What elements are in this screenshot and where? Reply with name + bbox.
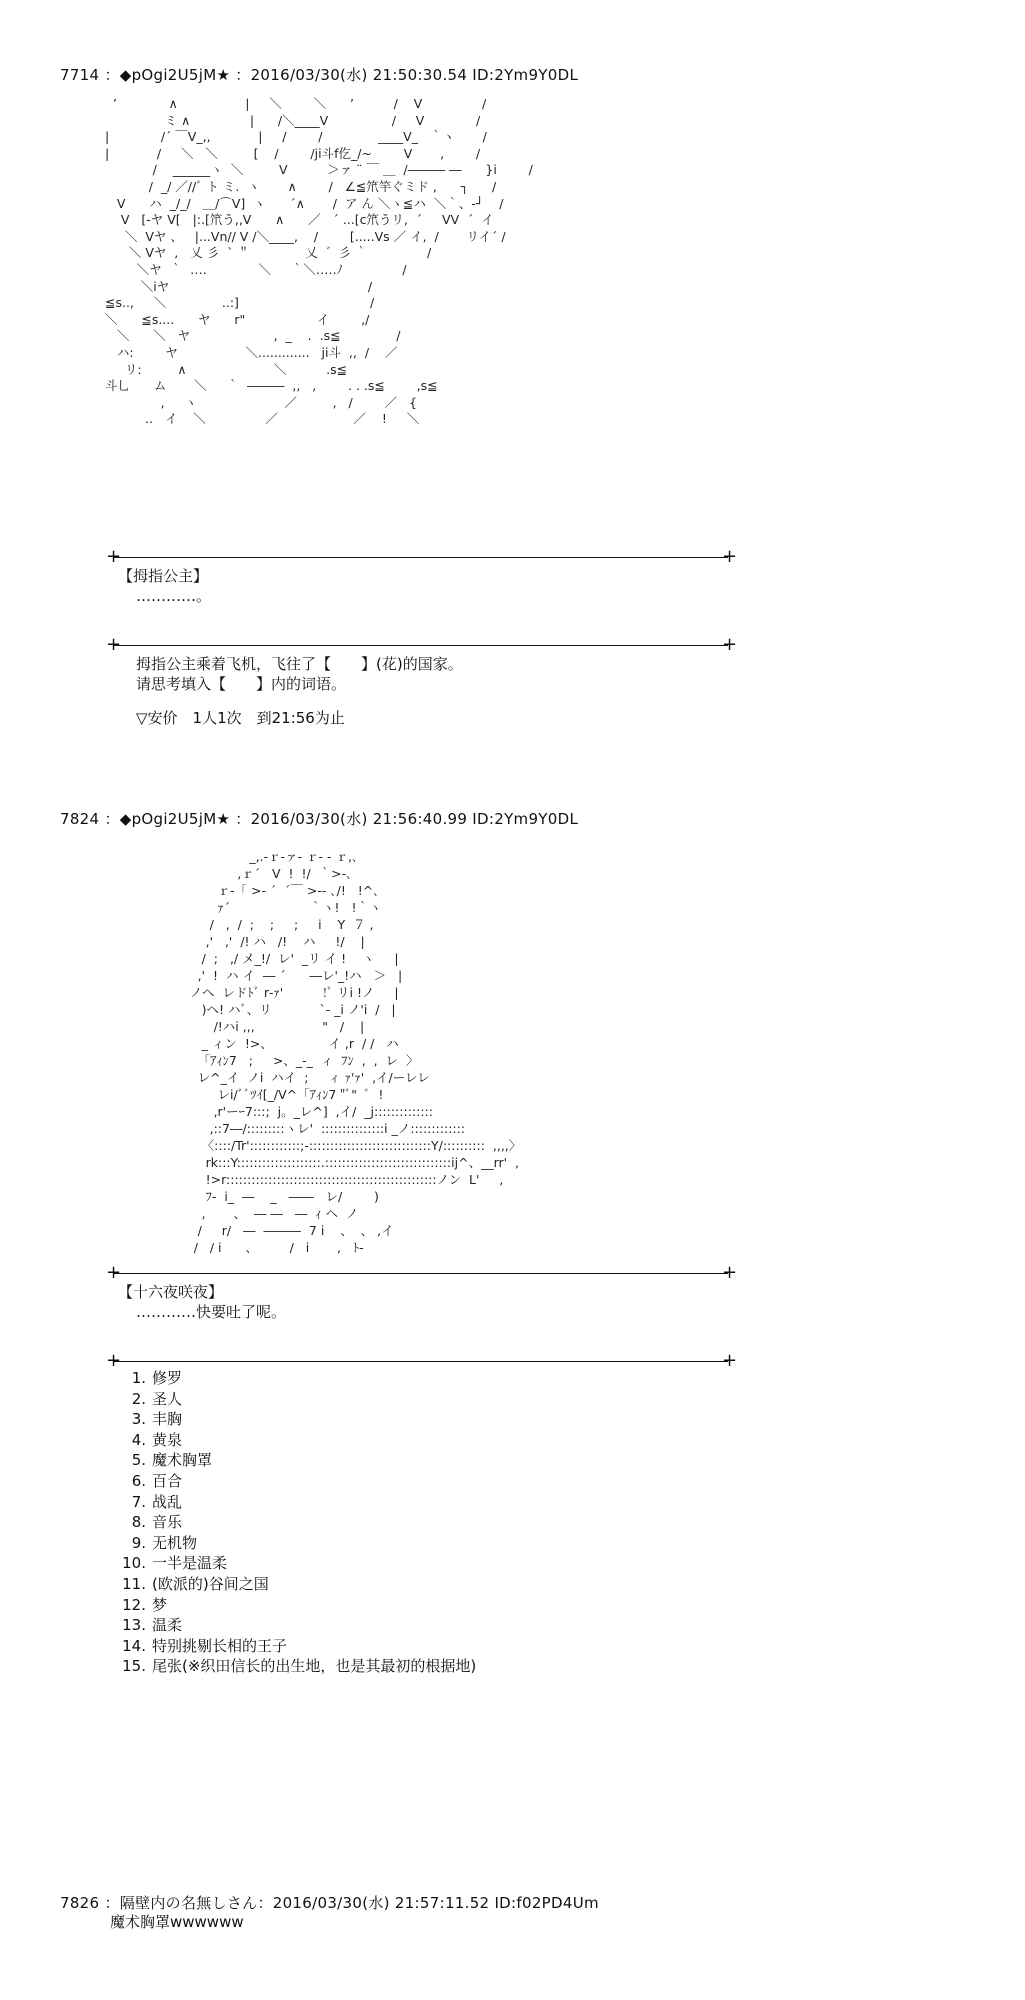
option-number: 3. — [131, 1410, 146, 1429]
option-number: 12. — [122, 1595, 146, 1614]
option-item — [112, 1512, 476, 1533]
option-label: 温柔 — [152, 1616, 183, 1635]
panel-corner-plus: + — [722, 1262, 738, 1283]
option-number: 11. — [122, 1574, 146, 1593]
option-item — [112, 1615, 476, 1636]
dialogue-thumbelina — [118, 566, 211, 606]
question-line: 请思考填入【 】内的词语。 — [136, 675, 347, 693]
panel-rule — [114, 557, 728, 558]
speaker-name: 【十六夜咲夜】 — [118, 1283, 224, 1301]
option-number: 7. — [131, 1492, 146, 1511]
option-item — [112, 1656, 476, 1677]
options-list — [112, 1368, 476, 1677]
panel-corner-plus: + — [722, 546, 738, 567]
panel-corner-plus: + — [106, 1350, 122, 1371]
dialogue-line: …………快要吐了呢。 — [136, 1303, 287, 1321]
option-label: 梦 — [152, 1595, 168, 1614]
option-item — [112, 1368, 476, 1389]
panel-rule — [114, 645, 728, 646]
speaker-name: 【拇指公主】 — [118, 567, 209, 585]
panel-corner-plus: + — [722, 634, 738, 655]
option-label: 丰胸 — [152, 1410, 183, 1429]
panel-rule — [114, 1361, 728, 1362]
option-label: 一半是温柔 — [152, 1554, 228, 1573]
option-number: 9. — [131, 1533, 146, 1552]
option-item — [112, 1533, 476, 1554]
dialogue-sakuya — [118, 1282, 286, 1322]
option-item — [112, 1492, 476, 1513]
panel-corner-plus: + — [106, 546, 122, 567]
option-number: 13. — [122, 1616, 146, 1635]
option-item — [112, 1389, 476, 1410]
ascii-art-thumbelina: ’ ∧ | ＼ ＼ ’ / V / ミ ∧ | /＼____V / V / | /´ ￣V_,, | / / ____V_ ｀ヽ / | / ＼ ＼ [ / /ji斗f仡_/~ V , / / ______ヽ ＼ V ＞ァ ¨ ￣ ＿ /――― ― }i / / _/ ／//ﾞ ト ミ. ヽ ∧ / ∠≦笊竿ぐミド , ┐ / V ハ _/_/ ＿/⌒V] ヽ ´∧ / ア ん ＼ヽ≦ハ ＼｀、-┘ / V [-ヤ V[ |:.[笊う,,V ∧ ／ ´ ...[c笊うリ, ´ VV ´ イ ＼ Vヤ 、 |...Vn// V /＼____, / [.....Vs ／ イ, / リイ´ / ＼ Vヤ , 乂 彡 ` ＂ 乂 ゛彡 ｀ / ＼ヤ ｀ ‥‥ ＼ ｀＼‥‥.ﾉ / ＼iヤ / ≦s.., ＼ ..:] / ＼ ≦s.... ヤ r" イ ,/ ＼ ＼ ヤ , _ . .s≦ / ハ: ヤ ＼............. ji斗 ,, / ／ リ: ∧ ＼ .s≦ 斗乚 ム ＼ ｀ ――― ,, , . . .s≦ ,s≦ , ヽ ／ , / ／ { ‥ イ ＼ ／ ／ ! ＼ — [105, 96, 533, 427]
option-label: 圣人 — [152, 1389, 183, 1408]
option-item — [112, 1430, 476, 1451]
reply-text: 魔术胸罩wwwwww — [110, 1913, 244, 1931]
option-number: 10. — [122, 1554, 146, 1573]
option-number: 6. — [131, 1471, 146, 1490]
post-header-7826: 7826 ：隔壁内の名無しさん：2016/03/30(水) 21:57:11.52 ID:f02PD4Um — [60, 1894, 599, 1912]
option-number: 4. — [131, 1430, 146, 1449]
option-item — [112, 1595, 476, 1616]
option-item — [112, 1409, 476, 1430]
option-item — [112, 1471, 476, 1492]
ascii-art-sakuya: _,.-ｒ‐ァ‐ ｒ‐ ‐ ｒ,､ ,ｒ´ V ! !/ ｀>-､ ｒ-「 >- ´ ´￣ >-- ､/! !^､ ｧ´ ｀ヽ! !｀ヽ / , / ; ; ; i Y ７ , ,' ,' /! ハ /! ハ !/ | / ; ,/ メ_!/ レ' _リ イ ! ヽ | ,' ! ハ イ ― ´ ―レ'_!ハ ＞ | ノへ レドﾄﾞ r‐ｧ' !ﾞ リi !ノ | )へ! ハﾞ、リ `- _i ノ'i / | /!ハi ,,, " / | _ ィン !>、 イ ,r / / ハ 「ｱｨﾝ7 ; >、_-_ ィ ﾌﾝ , , レ 〉 レ^_イ ノi ハイ ; ィ ｧ'ｧ' ,イ/ーレレ レi/ﾞﾞﾂｲ[_/V^「ｱｨﾝ7 "ﾞ" ﾞ ! ,r'ーｰ7:::; j。_レ^] ,イ/ _j:::::::::::::: ,::7―/:::::::::ヽレ' :::::::::::::::i _ノ::::::::::::: 〈::::/Tr'::::::::::::;-:::::::::::::::::::::::::::::Y/:::::::::: ,,,,〉 rk:::Y::::::::::::::::::::.::::::::::::::::::::::::::::::ij^、__rr' , !>r::::::::::::::::::::::::::::::::::::::::::::::::::ノン L' , ﾌ- i_ ― _ ―― レ/ ) , 、 ― ― ― ｨ ヘ ノ / r/ ― ――― 7 i 、 、 ,イ / / i 、 / i , ﾄ- — [189, 849, 522, 1255]
question-block — [136, 654, 463, 728]
option-item — [112, 1636, 476, 1657]
option-number: 1. — [131, 1369, 146, 1387]
option-label: 特别挑剔长相的王子 — [152, 1636, 288, 1655]
option-label: 战乱 — [152, 1492, 183, 1511]
panel-corner-plus: + — [106, 634, 122, 655]
post-header-7824: 7824 ：◆pOgi2U5jM★ ：2016/03/30(水) 21:56:40.99 ID:2Ym9Y0DL — [60, 810, 579, 828]
option-number: 2. — [131, 1389, 146, 1408]
option-item — [112, 1574, 476, 1595]
panel-corner-plus: + — [722, 1350, 738, 1371]
option-label: 修罗 — [152, 1369, 183, 1387]
option-label: 魔术胸罩 — [152, 1451, 213, 1470]
option-number: 15. — [122, 1657, 146, 1676]
dialogue-line: …………。 — [136, 587, 212, 605]
option-label: 尾张(※织田信长的出生地，也是其最初的根据地) — [152, 1657, 477, 1676]
panel-rule — [114, 1273, 728, 1274]
post-header-7714: 7714 ：◆pOgi2U5jM★ ：2016/03/30(水) 21:50:30.54 ID:2Ym9Y0DL — [60, 66, 579, 84]
option-label: 无机物 — [152, 1533, 198, 1552]
spacer — [136, 694, 463, 708]
option-number: 8. — [131, 1513, 146, 1532]
option-item — [112, 1450, 476, 1471]
option-label: 百合 — [152, 1471, 183, 1490]
option-item — [112, 1553, 476, 1574]
option-number: 5. — [131, 1451, 146, 1470]
option-label: (欧派的)谷间之国 — [152, 1574, 269, 1593]
option-number: 14. — [122, 1636, 146, 1655]
option-label: 黄泉 — [152, 1430, 183, 1449]
anka-instruction: ▽安价 1人1次 到21:56为止 — [136, 709, 345, 727]
option-label: 音乐 — [152, 1513, 183, 1532]
question-line: 拇指公主乘着飞机，飞往了【 】(花)的国家。 — [136, 655, 463, 673]
panel-corner-plus: + — [106, 1262, 122, 1283]
